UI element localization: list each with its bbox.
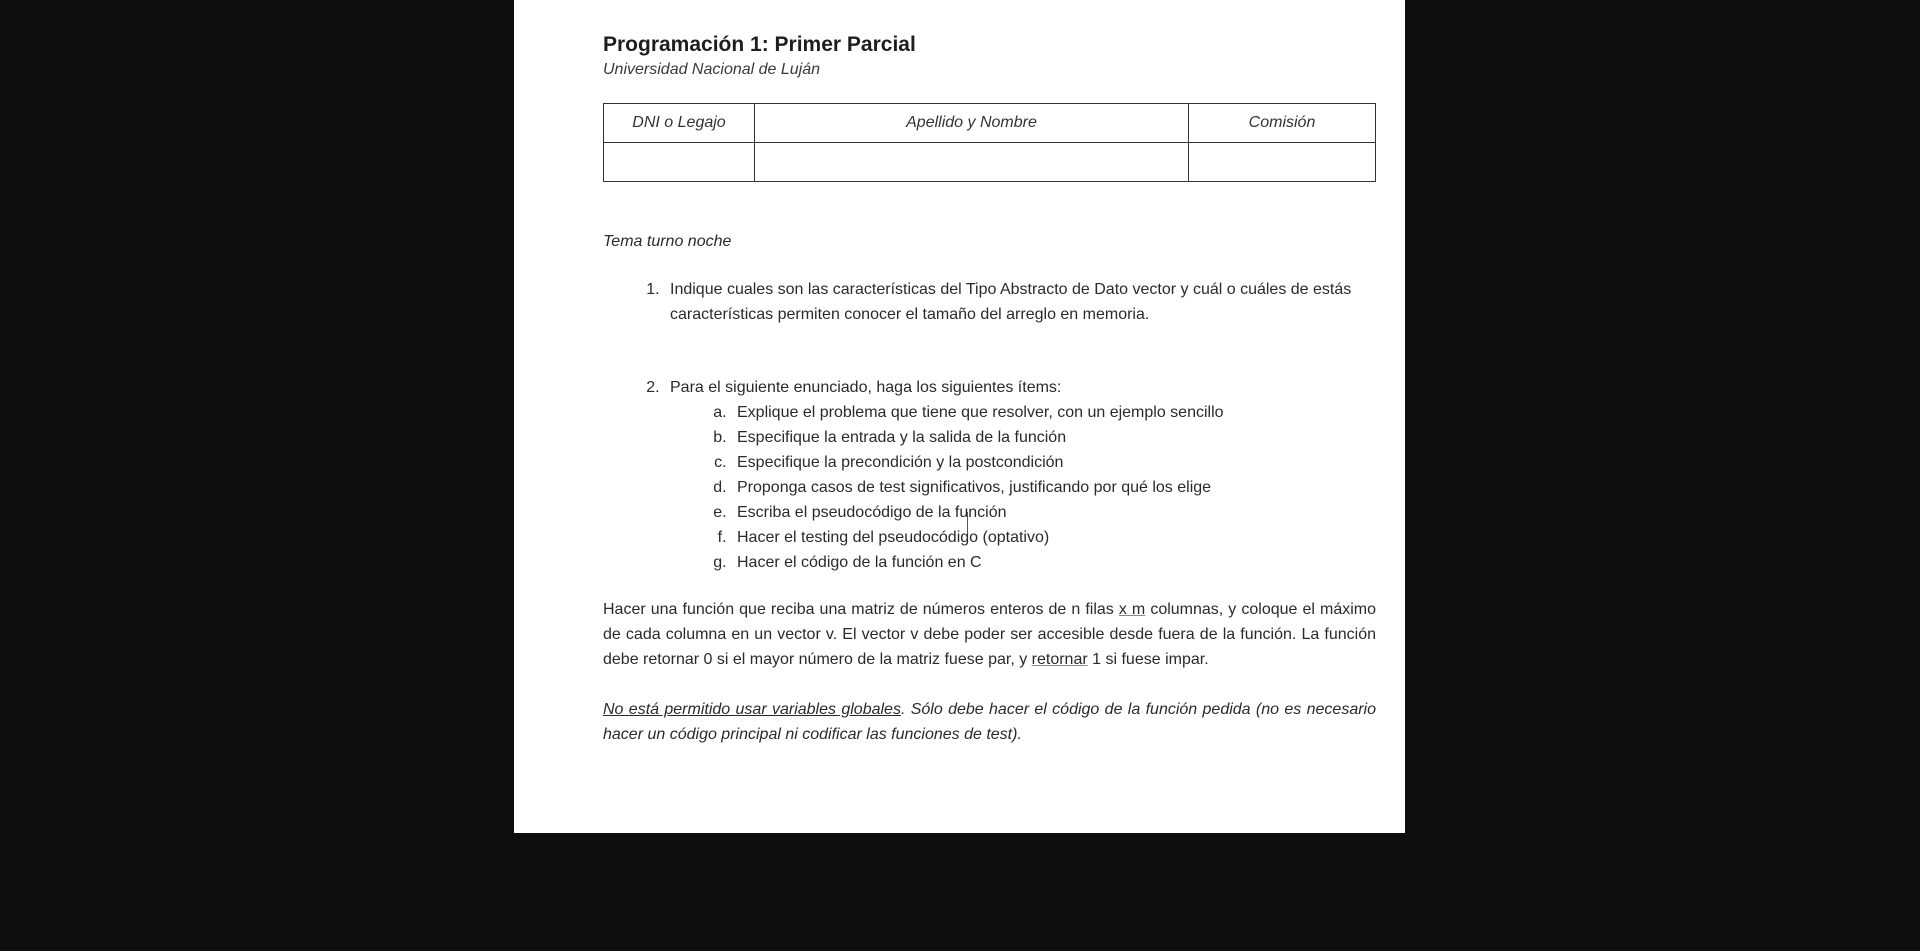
statement-part-1: Hacer una función que reciba una matriz de números enteros de n filas	[603, 601, 1119, 618]
student-id-table	[603, 103, 1376, 182]
statement-retornar: retornar	[1031, 651, 1088, 668]
note-rest: . Sólo debe hacer el código de la función pedida (no es necesario hacer un código principal ni codificar las funciones de test).	[603, 701, 1376, 743]
question-list	[603, 277, 1376, 575]
nombre-cell[interactable]	[755, 143, 1189, 182]
problem-statement	[603, 597, 1376, 672]
tema-label: Tema turno noche	[603, 233, 732, 250]
document-page	[514, 0, 1405, 833]
table-header-row	[604, 104, 1376, 143]
exam-title: Programación 1: Primer Parcial	[603, 33, 916, 56]
question-2	[664, 375, 1376, 575]
note-underlined: No está permitido usar variables globales	[603, 701, 901, 718]
comision-cell[interactable]	[1189, 143, 1376, 182]
table-input-row	[604, 143, 1376, 182]
statement-part-3: 1 si fuese impar.	[1087, 651, 1209, 668]
list-item: c. Especifique la precondición y la postcondición	[731, 450, 1376, 475]
list-item: a. Explique el problema que tiene que resolver, con un ejemplo sencillo	[731, 400, 1376, 425]
question-2-text: Para el siguiente enunciado, haga los siguientes ítems:	[670, 379, 1062, 396]
question-1	[664, 277, 1376, 327]
university-name: Universidad Nacional de Luján	[603, 61, 821, 78]
question-1-text: Indique cuales son las características del Tipo Abstracto de Dato vector y cuál o cuáles de estás características permiten conocer el tamaño del arreglo en memoria.	[670, 281, 1352, 323]
header-comision: Comisión	[1189, 104, 1376, 143]
statement-xm: x m	[1118, 601, 1146, 618]
statement-part-2: columnas, y coloque el máximo de cada columna en un vector v. El vector v debe poder ser accesible desde fuera de la función. La función debe retornar 0 si el mayor número de la matriz fuese par, y	[603, 601, 1377, 668]
list-item: b. Especifique la entrada y la salida de la función	[731, 425, 1376, 450]
text-cursor-icon	[967, 512, 970, 534]
header-nombre: Apellido y Nombre	[755, 104, 1189, 143]
header-dni: DNI o Legajo	[604, 104, 755, 143]
list-item: e. Escriba el pseudocódigo de la función	[731, 500, 1376, 525]
list-item: g. Hacer el código de la función en C	[731, 550, 1376, 575]
restriction-note	[603, 697, 1376, 747]
list-item: d. Proponga casos de test significativos, justificando por qué los elige	[731, 475, 1376, 500]
question-2-items	[670, 400, 1376, 575]
list-item: f. Hacer el testing del pseudocódigo (optativo)	[731, 525, 1376, 550]
document-content	[603, 32, 1376, 763]
dni-cell[interactable]	[604, 143, 755, 182]
